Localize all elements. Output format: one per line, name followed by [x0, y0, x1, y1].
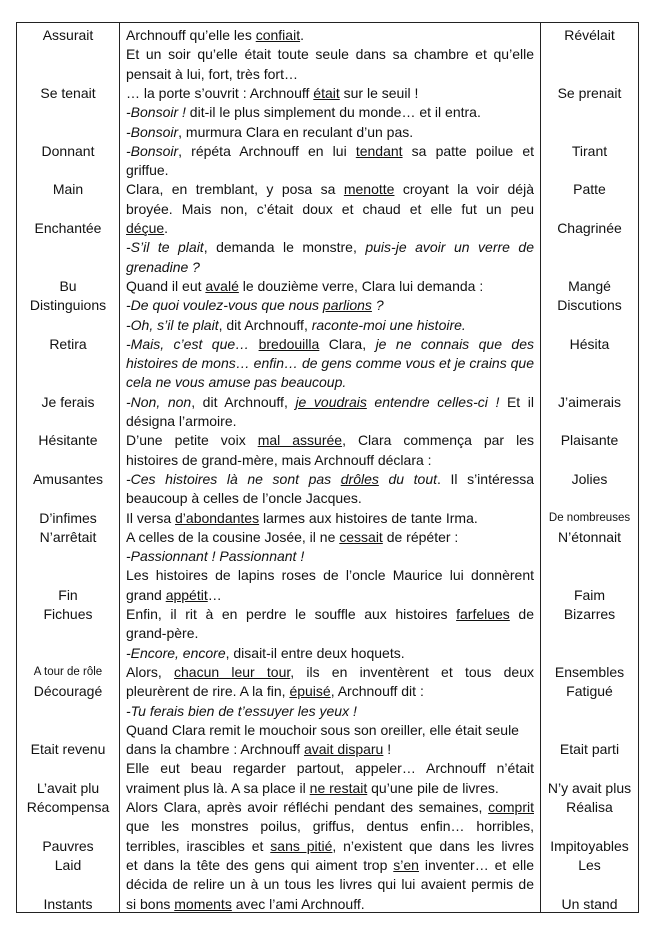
story-text: -S’il te plait	[126, 239, 204, 256]
story-line	[126, 142, 534, 161]
story-text: si bons	[126, 895, 175, 912]
original-word: Pauvres	[42, 837, 94, 854]
replacement-word: Tirant	[571, 142, 608, 159]
story-text: , Clara commença par les	[342, 432, 534, 449]
story-line	[126, 161, 534, 180]
underlined-word: bredouilla	[258, 335, 320, 352]
story-text: Quand Clara remit le mouchoir sous son oreiller, elle était seule	[126, 721, 519, 738]
replacement-word: Faim	[573, 586, 606, 603]
story-text: D’une petite voix	[126, 432, 258, 449]
replacement-word: Révélait	[564, 27, 615, 43]
story-line	[126, 759, 534, 778]
story-text: que les monstres poilus, griffus, dentus enfin… horribles,	[126, 818, 534, 835]
story-text: Clara, en tremblant, y posa sa	[126, 181, 344, 198]
story-text: grand	[126, 586, 166, 603]
underlined-word: avalé	[205, 277, 239, 294]
story-text: . Il s’intéressa	[437, 470, 534, 487]
story-text: , ils en inventèrent et tous deux	[290, 663, 534, 680]
underlined-word: déçue	[126, 220, 165, 236]
original-word: Main	[52, 181, 84, 198]
story-text: dans la chambre : Archnouff	[126, 741, 304, 758]
story-text: -Encore, encore	[126, 644, 226, 661]
original-words-column	[17, 23, 119, 912]
story-line	[126, 238, 534, 257]
replacement-word: Discutions	[557, 297, 622, 314]
original-word: Récompensa	[26, 799, 110, 815]
replacement-word: Impitoyables	[550, 837, 629, 854]
original-word: Enchantée	[34, 220, 102, 236]
story-text: histoires de mons… enfin… de gens comme vous et je crains que	[126, 355, 534, 372]
story-text: -Bonsoir	[126, 142, 179, 159]
story-text: raconte-moi une histoire.	[311, 316, 466, 333]
original-word: Instants	[43, 895, 93, 912]
story-text: puis-je avoir un verre de	[365, 239, 534, 256]
vocabulary-table	[16, 22, 639, 913]
story-line	[126, 856, 534, 875]
underlined-word: s’en	[393, 856, 419, 873]
original-word: Découragé	[33, 683, 103, 700]
underlined-word: mal assurée	[257, 432, 343, 449]
story-text: -Mais, c’est que…	[126, 335, 259, 352]
underlined-word: je voudrais	[295, 393, 367, 410]
original-word: Fin	[58, 586, 78, 603]
original-word: Se tenait	[40, 84, 96, 101]
underlined-word: était	[313, 84, 340, 101]
underlined-word: épuisé	[289, 683, 331, 700]
story-text: désigna l’armoire.	[126, 413, 237, 429]
underlined-word: parlions	[322, 297, 372, 314]
original-word: Donnant	[41, 142, 95, 159]
story-text: , Archnouff dit :	[330, 683, 424, 700]
replacement-word: Plaisante	[560, 432, 619, 449]
original-word: A tour de rôle	[33, 665, 103, 678]
story-text: histoires de grand-mère, mais Archnouff déclara :	[126, 451, 432, 468]
story-line	[126, 373, 534, 392]
story-text: !	[383, 741, 392, 758]
replacement-word: Patte	[573, 181, 606, 198]
story-text: Et il	[499, 393, 534, 410]
story-text: larmes aux histoires de tante Irma.	[259, 509, 478, 526]
story-text: du tout	[378, 470, 437, 487]
underlined-word: confiait	[255, 27, 301, 43]
story-text-column	[126, 23, 534, 912]
original-word: Fichues	[43, 606, 93, 622]
story-text: terribles, irascibles et	[126, 837, 271, 854]
story-line	[126, 586, 534, 605]
story-text: .	[164, 220, 169, 236]
underlined-word: tendant	[355, 142, 403, 159]
underlined-word: sans pitié	[270, 837, 333, 854]
story-line	[126, 875, 534, 894]
story-line	[126, 605, 534, 624]
story-text: de	[509, 606, 534, 622]
story-text: Archnouff qu’elle les	[126, 27, 256, 43]
story-text: -Bonsoir	[126, 123, 179, 140]
story-line	[126, 895, 534, 914]
original-word: N’arrêtait	[39, 528, 97, 545]
original-word: Je ferais	[41, 393, 95, 410]
original-word: Retira	[49, 335, 87, 352]
story-text: -Passionnant ! Passionnant !	[126, 548, 305, 565]
replacement-word: Ensembles	[554, 663, 625, 680]
story-line	[126, 412, 534, 431]
story-text: pensait à lui, fort, très fort…	[126, 65, 298, 82]
underlined-word: drôles	[340, 470, 379, 487]
replacement-word: Bizarres	[563, 606, 616, 622]
original-word: Laid	[54, 856, 82, 873]
story-text: -Non, non	[126, 393, 192, 410]
story-line	[126, 798, 534, 817]
story-text: … la porte s’ouvrit : Archnouff	[126, 84, 314, 101]
underlined-word: comprit	[488, 799, 534, 815]
story-line	[126, 470, 534, 489]
story-text: , dit Archnouff,	[218, 316, 312, 333]
story-text: -Tu ferais bien de t’essuyer les yeux !	[126, 702, 357, 719]
story-line	[126, 682, 534, 701]
story-line	[126, 26, 534, 45]
replacement-word: Réalisa	[566, 799, 613, 815]
replacement-word: De nombreuses	[548, 511, 631, 524]
replacement-word: Jolies	[571, 470, 608, 487]
original-word: Assurait	[42, 27, 94, 43]
underlined-word: cessait	[339, 528, 383, 545]
underlined-word: ne restait	[309, 779, 368, 796]
story-line	[126, 528, 534, 547]
original-word: Distinguions	[29, 297, 107, 314]
underlined-word: chacun leur tour	[174, 663, 291, 680]
story-text: , dit Archnouff,	[191, 393, 296, 410]
story-text: -Ces histoires là ne sont pas	[126, 470, 341, 487]
story-line	[126, 84, 534, 103]
story-line	[126, 566, 534, 585]
story-line	[126, 721, 534, 740]
story-text: , demanda le monstre,	[203, 239, 366, 256]
story-text: décida de relire un à un tous les livres qui lui avaient permis de	[126, 876, 534, 893]
story-line	[126, 296, 534, 315]
story-line	[126, 277, 534, 296]
story-text: Clara,	[319, 335, 376, 352]
story-text: dit-il le plus simplement du monde… et il entra.	[185, 104, 481, 121]
story-text: , n’existent que dans les livres	[332, 837, 534, 854]
story-line	[126, 123, 534, 142]
story-line	[126, 740, 534, 759]
replacement-word: Mangé	[568, 277, 611, 294]
story-line	[126, 837, 534, 856]
replacement-word: N’étonnait	[557, 528, 622, 545]
original-word: D’infimes	[39, 509, 97, 526]
story-line	[126, 316, 534, 335]
underlined-word: d’abondantes	[175, 509, 260, 526]
story-text: , disait-il entre deux hoquets.	[225, 644, 405, 661]
story-text: beaucoup à celles de l’oncle Jacques.	[126, 490, 362, 507]
story-line	[126, 702, 534, 721]
story-line	[126, 817, 534, 836]
story-line	[126, 489, 534, 508]
story-line	[126, 393, 534, 412]
story-text: le douzième verre, Clara lui demanda :	[238, 277, 484, 294]
story-text: croyant la voir déjà	[394, 181, 534, 198]
underlined-word: appétit	[165, 586, 208, 603]
story-text: , murmura Clara en reculant d’un pas.	[178, 123, 414, 140]
story-text: pleurèrent de rire. A la fin,	[126, 683, 290, 700]
story-text: grand-père.	[126, 625, 199, 642]
story-text: Quand il eut	[126, 277, 206, 294]
story-line	[126, 779, 534, 798]
story-line	[126, 45, 534, 64]
story-text: , répéta Archnouff en lui	[178, 142, 356, 159]
story-line	[126, 335, 534, 354]
story-line	[126, 547, 534, 566]
original-word: Hésitante	[38, 432, 98, 449]
story-text: inventer… et elle	[418, 856, 534, 873]
original-word: Bu	[59, 277, 77, 294]
story-text: broyée. Mais non, c’était doux et chaud et elle fut un peu	[126, 200, 534, 217]
story-text: …	[207, 586, 222, 603]
story-line	[126, 65, 534, 84]
story-line	[126, 509, 534, 528]
replacement-word: Chagrinée	[557, 220, 622, 236]
underlined-word: menotte	[343, 181, 395, 198]
story-line	[126, 180, 534, 199]
story-text: Les histoires de lapins roses de l’oncle Maurice lui donnèrent	[126, 567, 534, 584]
story-line	[126, 219, 534, 238]
story-text: griffue.	[126, 162, 169, 179]
replacement-word: J’aimerais	[557, 393, 621, 410]
story-text: Elle eut beau regarder partout, appeler… Archnouff n’était	[126, 760, 534, 777]
story-line	[126, 354, 534, 373]
story-text: Alors Clara, après avoir réfléchi pendant des semaines,	[126, 799, 489, 815]
story-text: .	[300, 27, 304, 43]
story-line	[126, 644, 534, 663]
story-text: entendre celles-ci !	[366, 393, 500, 410]
story-text: -Oh, s’il te plait	[126, 316, 219, 333]
replacement-word: N’y avait plus	[547, 779, 632, 796]
story-text: grenadine ?	[126, 258, 200, 275]
original-word: Amusantes	[32, 470, 104, 487]
replacement-word: Un stand	[561, 895, 618, 912]
original-word: Etait revenu	[30, 741, 106, 758]
story-line	[126, 200, 534, 219]
story-text: Et un soir qu’elle était toute seule dans sa chambre et qu’elle	[126, 46, 534, 63]
underlined-word: moments	[174, 895, 232, 912]
story-line	[126, 624, 534, 643]
story-text: Alors,	[126, 663, 174, 680]
story-text: vraiment plus là. A sa place il	[126, 779, 310, 796]
story-text: avec l’ami Archnouff.	[231, 895, 365, 912]
column-divider-left	[119, 23, 120, 912]
replacement-word: Hésita	[569, 335, 610, 352]
replacement-word: Se prenait	[557, 84, 622, 101]
story-text: Il versa	[126, 509, 176, 526]
story-text: -Bonsoir !	[126, 104, 186, 121]
underlined-word: avait disparu	[303, 741, 384, 758]
story-text: sa patte poilue et	[402, 142, 534, 159]
story-line	[126, 258, 534, 277]
replacement-words-column	[541, 23, 638, 912]
story-text: ?	[371, 297, 384, 314]
original-word: L’avait plu	[36, 779, 100, 796]
story-line	[126, 451, 534, 470]
replacement-word: Etait parti	[559, 741, 620, 758]
story-text: A celles de la cousine Josée, il ne	[126, 528, 340, 545]
story-line	[126, 663, 534, 682]
story-text: Enfin, il rit à en perdre le souffle aux histoires	[126, 606, 457, 622]
replacement-word: Les	[578, 856, 601, 873]
story-text: cela ne vous amuse pas beaucoup.	[126, 374, 347, 391]
story-line	[126, 103, 534, 122]
story-text: de répéter :	[382, 528, 459, 545]
story-line	[126, 431, 534, 450]
replacement-word: Fatigué	[566, 683, 613, 700]
story-text: qu’une pile de livres.	[367, 779, 499, 796]
story-text: sur le seuil !	[339, 84, 419, 101]
story-text: je ne connais que des	[375, 335, 534, 352]
underlined-word: farfelues	[456, 606, 510, 622]
story-text: -De quoi voulez-vous que nous	[126, 297, 323, 314]
story-text: et dans la tête des gens qui aiment trop	[126, 856, 394, 873]
